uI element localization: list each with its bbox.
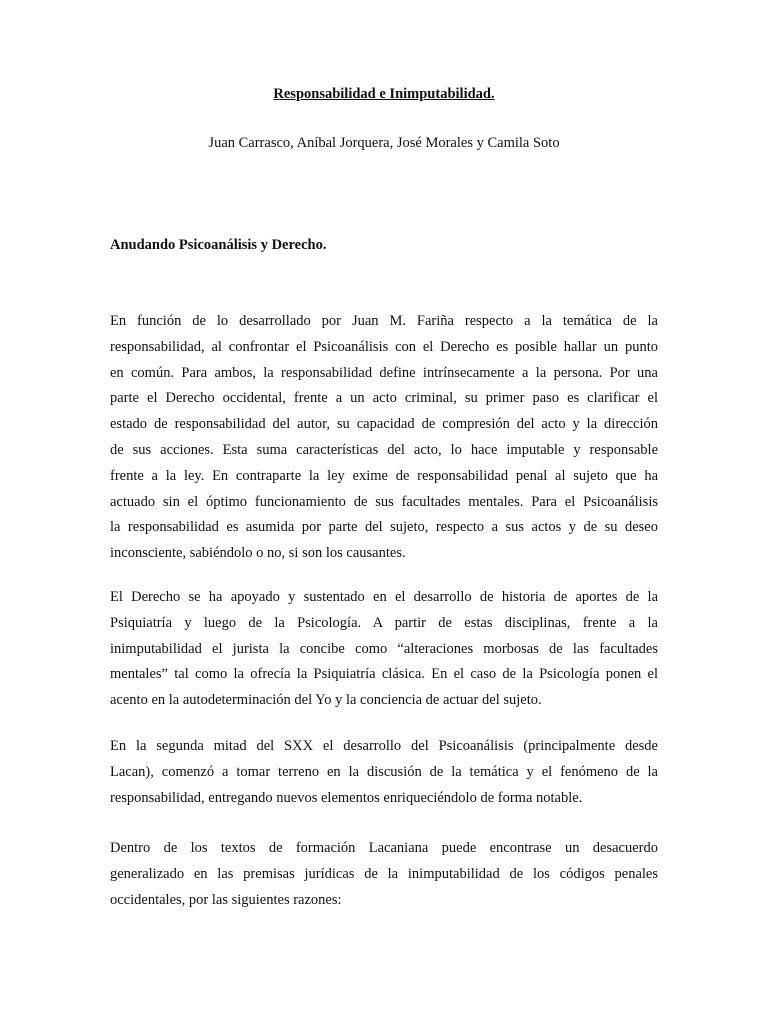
section-heading: Anudando Psicoanálisis y Derecho. [110,237,327,253]
paragraph-1 [110,309,658,567]
paragraph-3 [110,734,658,811]
paragraph-line: En función de lo desarrollado por Juan M. Fariña respecto a la temática de la [110,313,658,329]
paragraph-line: En la segunda mitad del SXX el desarrollo del Psicoanálisis (principalmente desde [110,738,658,754]
paragraph-line: Dentro de los textos de formación Lacaniana puede encontrase un desacuerdo [110,840,658,856]
paragraph-4 [110,836,658,913]
paragraph-line: occidentales, por las siguientes razones: [110,891,342,908]
paragraph-line: generalizado en las premisas jurídicas de la inimputabilidad de los códigos penales [110,865,658,882]
document-title: Responsabilidad e Inimputabilidad. [273,86,495,102]
paragraph-line: inconsciente, sabiéndolo o no, si son los causantes. [110,545,406,562]
paragraph-line: responsabilidad, entregando nuevos elementos enriqueciéndolo de forma notable. [110,789,583,806]
paragraph-line: Psiquiatría y luego de la Psicología. A partir de estas disciplinas, frente a la [110,614,658,631]
paragraph-line: acento en la autodeterminación del Yo y la conciencia de actuar del sujeto. [110,692,542,709]
paragraph-line: estado de responsabilidad del autor, su capacidad de compresión del acto y la dirección [110,416,658,433]
paragraph-line: actuado sin el óptimo funcionamiento de sus facultades mentales. Para el Psicoanálisis [110,493,658,510]
paragraph-line: de sus acciones. Esta suma características del acto, lo hace imputable y responsable [110,441,658,458]
document-authors: Juan Carrasco, Aníbal Jorquera, José Morales y Camila Soto [208,135,560,151]
paragraph-line: en común. Para ambos, la responsabilidad define intrínsecamente a la persona. Por una [110,364,658,381]
paragraph-line: El Derecho se ha apoyado y sustentado en el desarrollo de historia de aportes de la [110,589,658,605]
paragraph-line: la responsabilidad es asumida por parte del sujeto, respecto a sus actos y de su deseo [110,519,658,536]
paragraph-line: responsabilidad, al confrontar el Psicoanálisis con el Derecho es posible hallar un punto [110,338,658,355]
paragraph-line: Lacan), comenzó a tomar terreno en la discusión de la temática y el fenómeno de la [110,763,658,780]
paragraph-line: inimputabilidad el jurista la concibe como “alteraciones morbosas de las facultades [110,640,658,657]
paragraph-line: parte el Derecho occidental, frente a un acto criminal, su primer paso es clarificar el [110,390,658,407]
paragraph-line: frente a la ley. En contraparte la ley exime de responsabilidad penal al sujeto que ha [110,467,658,484]
paragraph-line: mentales” tal como la ofrecía la Psiquiatría clásica. En el caso de la Psicología ponen el [110,666,658,683]
paragraph-2 [110,585,658,714]
